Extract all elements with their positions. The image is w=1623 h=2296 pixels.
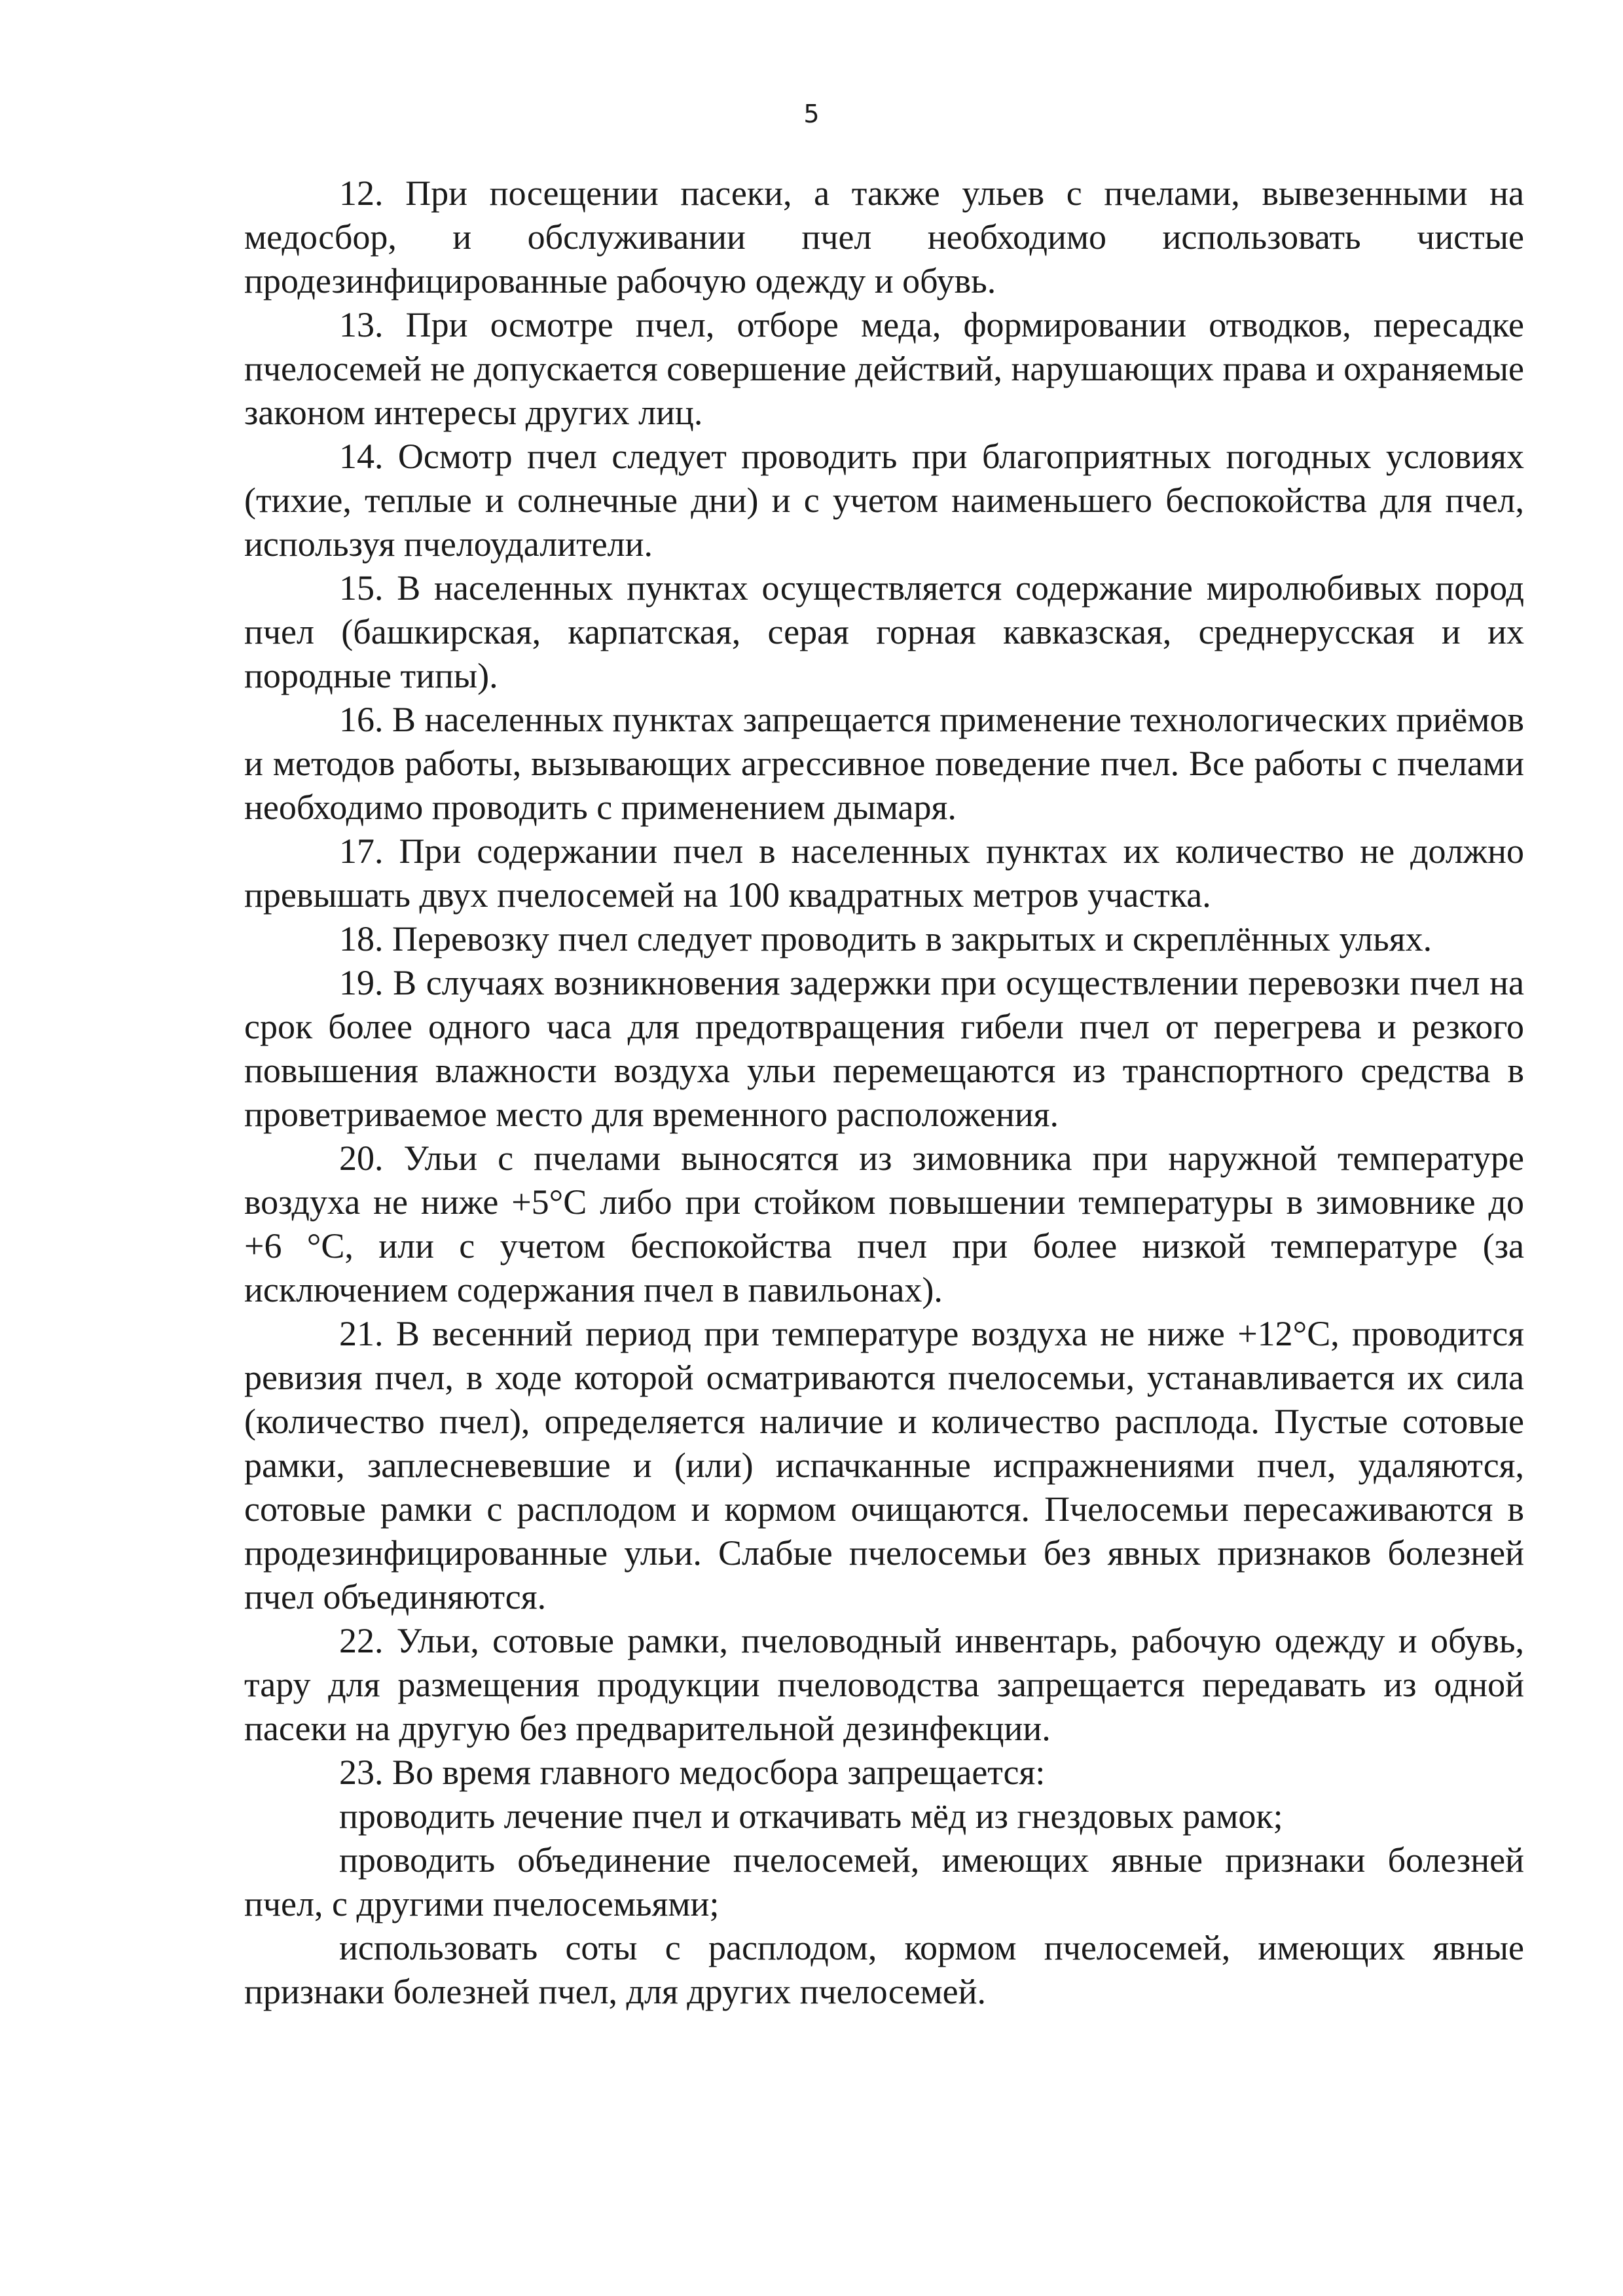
paragraph-15: 15. В населенных пунктах осуществляется содержание миролюбивых пород пчел (башкирская, карпатская, серая горная кавказская, среднерусская и их породные типы). [244, 568, 1524, 695]
page-number: 5 [803, 100, 820, 128]
list-item: проводить объединение пчелосемей, имеющих явные признаки болезней пчел, с другими пчелосемьями; [244, 1840, 1524, 1923]
paragraph-14: 14. Осмотр пчел следует проводить при благоприятных погодных условиях (тихие, теплые и солнечные дни) и с учетом наименьшего беспокойства для пчел, используя пчелоудалители. [244, 437, 1524, 564]
paragraph-17: 17. При содержании пчел в населенных пунктах их количество не должно превышать двух пчелосемей на 100 квадратных метров участка. [244, 831, 1524, 915]
paragraph-22: 22. Ульи, сотовые рамки, пчеловодный инвентарь, рабочую одежду и обувь, тару для размещения продукции пчеловодства запрещается передавать из одной пасеки на другую без предварительной дезинфекции. [244, 1621, 1524, 1748]
paragraph-13: 13. При осмотре пчел, отборе меда, формировании отводков, пересадке пчелосемей не допускается совершение действий, нарушающих права и охраняемые законом интересы других лиц. [244, 305, 1524, 432]
list-item: проводить лечение пчел и откачивать мёд из гнездовых рамок; [339, 1796, 1283, 1836]
list-item: использовать соты с расплодом, кормом пчелосемей, имеющих явные признаки болезней пчел, для других пчелосемей. [244, 1928, 1524, 2011]
paragraph-12: 12. При посещении пасеки, а также ульев с пчелами, вывезенными на медосбор, и обслуживании пчел необходимо использовать чистые продезинфицированные рабочую одежду и обувь. [244, 173, 1524, 301]
paragraph-16: 16. В населенных пунктах запрещается применение технологических приёмов и методов работы, вызывающих агрессивное поведение пчел. Все работы с пчелами необходимо проводить с применением дымаря. [244, 700, 1524, 827]
paragraph-20: 20. Ульи с пчелами выносятся из зимовника при наружной температуре воздуха не ниже +5°С либо при стойком повышении температуры в зимовнике до +6 °С, или с учетом беспокойства пчел при более низкой температуре (за исключением содержания пчел в павильонах). [244, 1139, 1524, 1309]
paragraph-19: 19. В случаях возникновения задержки при осуществлении перевозки пчел на срок более одного часа для предотвращения гибели пчел от перегрева и резкого повышения влажности воздуха ульи перемещаются из транспортного средства в проветриваемое место для временного расположения. [244, 963, 1524, 1134]
paragraph-21: 21. В весенний период при температуре воздуха не ниже +12°С, проводится ревизия пчел, в ходе которой осматриваются пчелосемьи, устанавливается их сила (количество пчел), определяется наличие и количество расплода. Пустые сотовые рамки, заплесневевшие и (или) испачканные испражнениями пчел, удаляются, сотовые рамки с расплодом и кормом очищаются. Пчелосемьи пересаживаются в продезинфицированные ульи. Слабые пчелосемьи без явных признаков болезней пчел объединяются. [244, 1314, 1524, 1616]
paragraph-18: 18. Перевозку пчел следует проводить в закрытых и скреплённых ульях. [339, 919, 1432, 958]
paragraph-23: 23. Во время главного медосбора запрещается: [339, 1753, 1046, 1792]
document-body [244, 172, 1524, 2014]
